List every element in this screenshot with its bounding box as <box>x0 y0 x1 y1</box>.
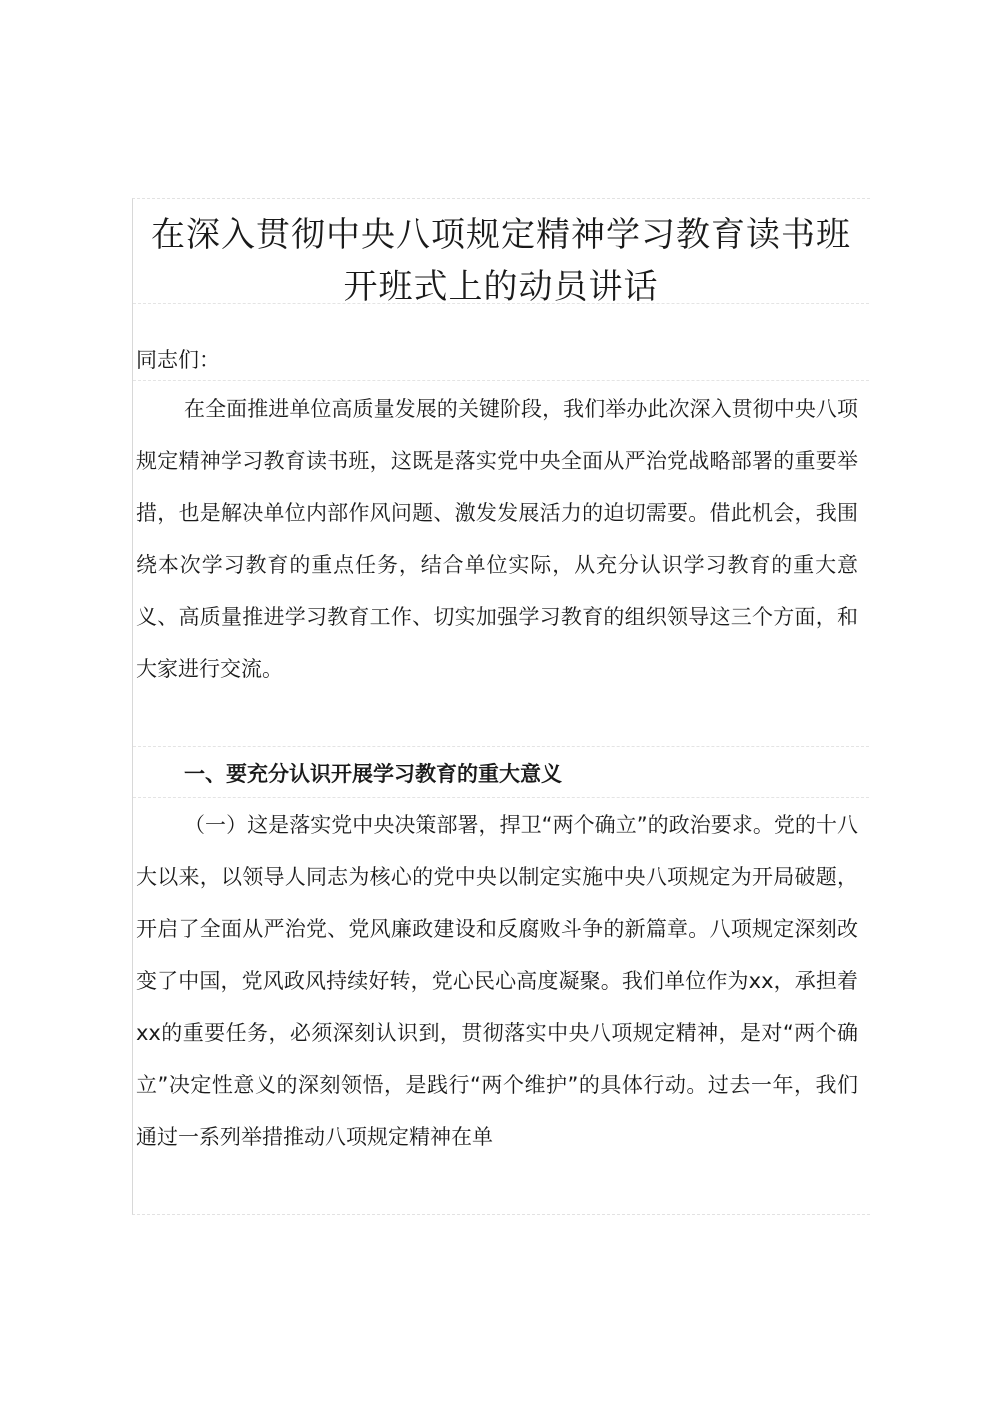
body-paragraph: 在全面推进单位高质量发展的关键阶段，我们举办此次深入贯彻中央八项规定精神学习教育读书班，这既是落实党中央全面从严治党战略部署的重要举措，也是解决单位内部作风问题、激发发展活力的迫切需要。借此机会，我围绕本次学习教育的重点任务，结合单位实际，从充分认识学习教育的重大意义、高质量推进学习教育工作、切实加强学习教育的组织领导这三个方面，和大家进行交流。 <box>136 397 858 681</box>
divider <box>133 746 869 747</box>
section-heading: 一、要充分认识开展学习教育的重大意义 <box>184 762 562 786</box>
divider <box>133 797 869 798</box>
body-paragraph: （一）这是落实党中央决策部署，捍卫“两个确立”的政治要求。党的十八大以来，以领导人同志为核心的党中央以制定实施中央八项规定为开局破题，开启了全面从严治党、党风廉政建设和反腐败斗争的新篇章。八项规定深刻改变了中国，党风政风持续好转，党心民心高度凝聚。我们单位作为xx，承担着xx的重要任务，必须深刻认识到，贯彻落实中央八项规定精神，是对“两个确立”决定性意义的深刻领悟，是践行“两个维护”的具体行动。过去一年，我们通过一系列举措推动八项规定精神在单 <box>136 813 858 1149</box>
document-title-line-1: 在深入贯彻中央八项规定精神学习教育读书班 <box>151 215 851 255</box>
salutation: 同志们： <box>136 348 220 372</box>
divider <box>133 303 869 304</box>
divider <box>133 380 869 381</box>
document-title-line-2: 开班式上的动员讲话 <box>343 267 659 307</box>
